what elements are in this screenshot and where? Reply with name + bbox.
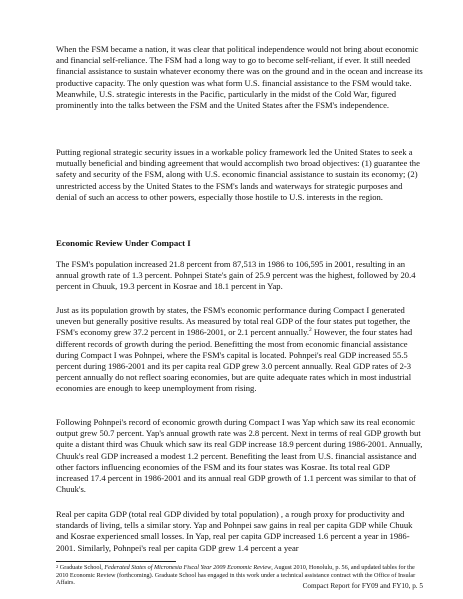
footnote-text-rest: , August 2010, Honolulu, p. 56, and updated tables for the 2010 Economic Review (forthcoming). Graduate School has engaged in this work under a technical assistance contract with the Office of Insular Affairs. [56,564,416,587]
footnote-divider [56,561,176,562]
footnote-marker: 2 [56,564,59,569]
footnote-reference: 2 [309,327,312,334]
section-heading: Economic Review Under Compact I [56,238,191,248]
page-footer: Compact Report for FY09 and FY10, p. 5 [302,582,423,590]
footnote-cited-title: Federated States of Micronesia Fiscal Year 2009 Economic Review [104,564,272,571]
paragraph-economic-performance-part2: However, the four states had different records of growth during the period. Benefitting the most from economic financial assistance during Compact I was Pohnpei, where the FSM's capital is located. Pohnpei's real GDP increased 55.5 percent during 1986-2001 and its per capita real GDP grew 3.0 percent annually. Real GDP rates of 2-3 percent annually do not reflect soaring economies, but are quite adequate rates which in most industrial economies are enough to keep unemployment from rising. [56,327,413,394]
paragraph-economic-performance-part1: Just as its population growth by states, the FSM's economic performance during Compact I generated uneven but generally positive results. As measured by total real GDP of the four states put together, the FSM's economy grew 37.2 percent in 1986-2001, or 2.1 percent annually. [56,305,411,338]
paragraph-population: The FSM's population increased 21.8 percent from 87,513 in 1986 to 106,595 in 2001, resulting in an annual growth rate of 1.3 percent. Pohnpei State's gain of 25.9 percent was the highest, followed by 20.4 percent in Chuuk, 19.3 percent in Kosrae and 18.1 percent in Yap. [56,259,416,292]
paragraph-state-growth: Following Pohnpei's record of economic growth during Compact I was Yap which saw its real economic output grew 50.7 percent. Yap's annual growth rate was 2.8 percent. Next in terms of real GDP growth but quite a distant third was Chuuk which saw its real GDP increase 18.9 percent during 1986-2001. Annually, Chuuk's real GDP increased a modest 1.2 percent. Benefiting the least from U.S. financial assistance and other factors influencing economies of the FSM and its four states was Kosrae. Its total real GDP increased 17.4 percent in 1986-2001 and its annual real GDP growth of 1.1 percent was similar to that of Chuuk's. [56,417,423,495]
paragraph-self-reliance: When the FSM became a nation, it was clear that political independence would not bring about economic and financial self-reliance. The FSM had a long way to go to become self-reliant, if ever. It still needed financial assistance to sustain whatever economy there was on the ground and in the ocean and increase its productive capacity. The only question was what form U.S. financial assistance to the FSM would take. Meanwhile, U.S. strategic interests in the Pacific, particularly in the midst of the Cold War, figured prominently into the talks between the FSM and the United States after the FSM's independence. [56,44,423,111]
paragraph-strategic-security: Putting regional strategic security issues in a workable policy framework led the United States to seek a mutually beneficial and binding agreement that would accomplish two broad objectives: (1) guarantee the safety and security of the FSM, along with U.S. economic financial assistance to sustain its economy; (2) unrestricted access by the United States to the FSM's lands and waterways for strategic purposes and denial of such an access to other powers, especially those hostile to U.S. interests in the region. [56,147,420,202]
footnote-text-lead: Graduate School, [58,564,105,571]
paragraph-economic-performance [56,305,424,395]
paragraph-per-capita-gdp: Real per capita GDP (total real GDP divided by total population) , a rough proxy for productivity and standards of living, tells a similar story. Yap and Pohnpei saw gains in real per capita GDP while Chuuk and Kosrae experienced small losses. In Yap, real per capita GDP increased 1.6 percent a year in 1986-2001. Similarly, Pohnpei's real per capita GDP grew 1.4 percent a year [56,509,413,553]
